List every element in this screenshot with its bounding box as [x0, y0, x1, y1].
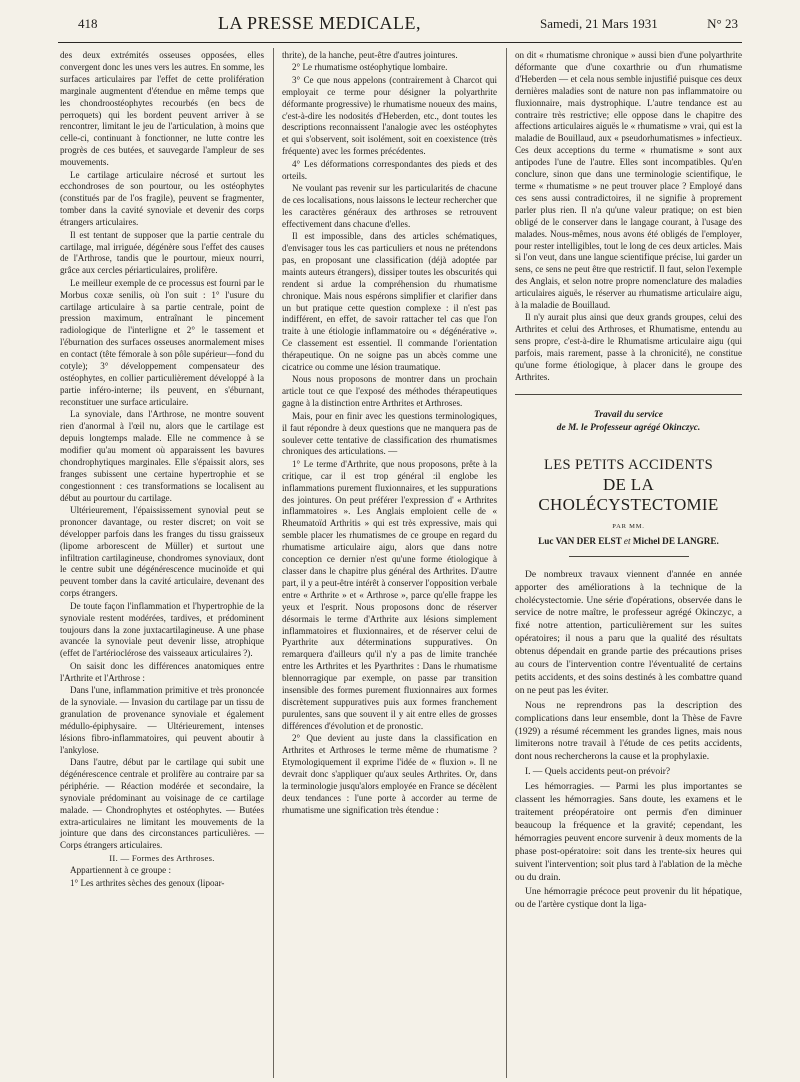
paragraph: Les hémorragies. — Parmi les plus importantes se classent les hémorragies. Sans doute, les examens et le traitement préopératoire ont permis d'en diminuer beaucoup la fréquence et la gravité; cependant, les hémorragies peuvent encore survenir à deux moments de la phase post-opératoire: soit dans les trente-six heures qui suivent l'intervention; soit plus tard à l'ablation de la mèche ou du drain.: [515, 782, 742, 883]
paragraph: De nombreux travaux viennent d'année en année apporter des améliorations à la technique de la cholécystectomie. Une série d'opérations, observée dans le service de notre maître, le professeur agrégé Okinczyc, a fixé notre attention, particulièrement sur les suites opératoires; il nous a paru que la qualité des résultats obtenus dépendait en grande partie des précautions prises au cours de l'intervention contre l'éventualité de certains petits accidents, et des soins destinés à les combattre quand on ne peut pas les éviter.: [515, 569, 742, 696]
paragraph: 2° Que devient au juste dans la classification en Arthrites et Arthroses le terme même de rhumatisme ? Etymologiquement il exprime l'idée de « fluxion ». Il ne devrait donc s'appliquer qu'aux seules Arthrites. Or, dans la terminologie jusqu'alors employée en France se décèlent deux tendances : l'une porte à accorder au terme de rhumatisme une signification très étendue :: [282, 733, 497, 815]
article-heading-rule: [569, 556, 689, 557]
text-column-2: [282, 50, 497, 817]
paragraph: on dit « rhumatisme chronique » aussi bien d'une polyarthrite déformante que d'une coxarthrie ou d'un rhumatisme d'Heberden — et cela nous semble injustifié puisque ces deux dernières maladies sont de nature non pas inflammatoire ou fluxionnaire, mais dystrophique. L'autre tendance est au contraire très restrictive; elle oppose dans le chapitre des affections articulaires aiguës le « rhumatisme » vrai, qui est la maladie de Bouillaud, aux « pseudorhumatismes » infectieux. Ces deux acceptions du terme « rhumatisme » sont aux antipodes l'une de l'autre. Elles sont incompatibles. Qu'en conclure, sinon que dans une terminologie scientifique, le terme « rhumatisme » ne peut trouver place ? Employé dans ces sens aussi contradictoires, il ne signifie à proprement parler plus rien. Il n'a qu'une valeur pratique; on est bien obligé de le conserver dans le langage courant, à l'usage des malades. Nous-mêmes, nous avons été obligés de l'employer, pour rester intelligibles, tout le long de ces deux articles. Mais si l'on veut, dans une langue scientifique précise, lui garder un sens, ce sens ne peut être que restrictif. Il faut, selon l'exemple des Anglais, et selon notre propre nomenclature des maladies articulaires aiguës, le réserver au rhumatisme articulaire aigu, à la maladie de Bouillaud.: [515, 50, 742, 311]
paragraph: Le cartilage articulaire nécrosé et surtout les ecchondroses de son pourtour, ou les ostéophytes (constitués par de l'os fragile), peuvent se fragmenter, tomber dans la cavité synoviale et devenir des corps étrangers articulaires.: [60, 169, 264, 228]
paragraph: Nous nous proposons de montrer dans un prochain article tout ce que l'exposé des méthodes thérapeutiques gagne à la distinction entre Arthrites et Arthroses.: [282, 374, 497, 409]
paragraph: 4° Les déformations correspondantes des pieds et des orteils.: [282, 158, 497, 181]
paragraph: Dans l'une, inflammation primitive et très prononcée de la synoviale. — Invasion du cartilage par un tissu de granulation de provenance synoviale et également médullo-épiphysaire. — Ultérieurement, intenses lésions fibro-inflammatoires, qui peuvent aboutir à l'ankylose.: [60, 685, 264, 755]
paragraph: Nous ne reprendrons pas la description des complications dans leur ensemble, dont la Thèse de Favre (1929) a résumé récemment les grandes lignes, mais nous limiterons notre travail à l'étude de ces petits accidents, dont nous rechercherons la cause et la prophylaxie.: [515, 700, 742, 763]
paragraph: De toute façon l'inflammation et l'hypertrophie de la synoviale restent modérées, tardives, et prédominent toujours dans la zone juxtacartilagineuse. A une phase avancée la synoviale peut devenir lisse, atrophique (effet de l'artérioclérose des vaisseaux articulaires ?).: [60, 600, 264, 659]
column-divider: [506, 48, 507, 1078]
issue-number: N° 23: [707, 16, 738, 31]
issue-date: Samedi, 21 Mars 1931: [540, 16, 658, 31]
authors: [515, 536, 742, 548]
author-conjunction: et: [623, 535, 631, 546]
section-heading: II. — Formes des Arthroses.: [109, 852, 215, 863]
service-line: [515, 409, 742, 435]
paragraph: Ultérieurement, l'épaississement synovial peut se prononcer davantage, ou rester discret; on voit se développer parfois dans les franges du tissu graisseux (lipome arborescent de Müller) et surtout une infiltration cartilagineuse, chondromes synoviaux, dont le centre subit une dégénérescence mucinoïde et qui peuvent tomber dans la cavité articulaire, devenant des corps étrangers.: [60, 504, 264, 599]
service-line-2: de M. le Professeur agrégé Okinczyc.: [556, 422, 701, 433]
paragraph: Appartiennent à ce groupe :: [70, 865, 171, 876]
paragraph: 3° Ce que nous appelons (contrairement à Charcot qui employait ce terme pour désigner la polyarthrite déformante progressive) le rhumatisme noueux des mains, c'est-à-dire les nodosités d'Heberden, etc., dont toutes les descriptions reconnaissent l'analogie avec les ostéophytes et qui s'observent, soit isolément, soit en coexistence (très fréquente) avec les formes précédentes.: [282, 74, 497, 157]
paragraph: Il est impossible, dans des articles schématiques, d'envisager tous les cas particuliers et nous ne prétendons pas, en proposant une classification (déjà adoptée par maints auteurs étrangers), dissiper toutes les obscurités qui rendent si ardue la compréhension du rhumatisme chronique. Mais nous espérons simplifier et clarifier dans un but pratique cette question complexe : il n'est pas indifférent, en effet, de savoir rattacher tel cas que l'on traite à une étiologie inflammatoire ou « dégénérative ». Ce classement est essentiel. Il commande l'orientation thérapeutique. On ne soigne pas un abcès comme une cicatrice ou comme une lésion traumatique.: [282, 231, 497, 373]
article-separator: [515, 394, 742, 395]
paragraph: Mais, pour en finir avec les questions terminologiques, il faut répondre à deux questions que ne manquera pas de soulever cette tentative de classification des rhumatismes chroniques des articulations. —: [282, 410, 497, 457]
header-rule: [58, 42, 742, 43]
author-1: Luc VAN DER ELST: [538, 535, 622, 546]
paragraph: On saisit donc les différences anatomiques entre l'Arthrite et l'Arthrose :: [60, 660, 264, 683]
author-2: Michel DE LANGRE.: [632, 535, 719, 546]
paragraph: Ne voulant pas revenir sur les particularités de chacune de ces localisations, nous laissons le lecteur rechercher que les caractères généraux des arthroses se retrouvent effectivement dans chacune d'elles.: [282, 182, 497, 229]
subheading: I. — Quels accidents peut-on prévoir?: [525, 767, 671, 778]
article-title-line-2: DE LA CHOLÉCYSTECTOMIE: [538, 474, 719, 514]
paragraph: des deux extrémités osseuses opposées, elles convergent donc les unes vers les autres. En somme, les surfaces articulaires par l'effet de cette prolifération marginale augmentent d'étendue en même temps que les chondroostéophytes recourbés (en becs de perroquets) qui les bordent peuvent arriver à se rencontrer, limitant le jeu de l'articulation, à moins que celle-ci, continuant à fonctionner, ne lutte contre les progrès de ces butées, et sauvegarde l'ampleur de ses mouvements.: [60, 50, 264, 168]
service-line-1: Travail du service: [594, 409, 663, 420]
paragraph: Il est tentant de supposer que la partie centrale du cartilage, mal irriguée, dégénère sous l'effet des causes de l'Arthrose, tandis que le pourtour, mieux nourri, grâce aux cercles périarticulaires, prolifère.: [60, 229, 264, 276]
paragraph: 1° Le terme d'Arthrite, que nous proposons, prête à la critique, car il est trop général :il englobe les inflammations purement fluxionnaires, et les suppurations des jointures. On peut préférer l'expression d' « Arthrites inflammatoires ». Les Anglais emploient celle de « Rheumatoïd Arthritis » qui est très expressive, mais qui semble placer les rhumatismes de ce groupe en regard du rhumatisme articulaire aigu, alors que dans notre conception ce dernier n'est qu'une forme étiologique à classer dans le chapitre plus général des Arthrites. D'autre part, il y a peut-être intérêt à conserver l'opposition verbale entre « Arthrite » et « Arthrose », parce qu'elle frappe les yeux et l'esprit. Nous proposons donc de réserver désormais le terme d'Arthrite aux lésions simplement inflammatoires et fluxionnaires, et de réserver celui de Pyarthrite aux déterminations suppuratives. On remarquera d'ailleurs qu'il n'y a pas de limite tranchée entre les Arthrites et les Pyarthrites : Dans le rhumatisme blennorragique par exemple, on passe par transition insensible des formes purement fluxionnaires aux formes discrètement suppuratives puis aux formes franchement purulentes, sans que souvent il y ait entre elles de grosses différences d'évolution et de pronostic.: [282, 458, 497, 731]
paragraph: 2° Le rhumatisme ostéophytique lombaire.: [292, 62, 448, 73]
article-title-line-1: LES PETITS ACCIDENTS: [543, 456, 714, 473]
journal-title: LA PRESSE MEDICALE,: [218, 13, 422, 33]
paragraph: Dans l'autre, début par le cartilage qui subit une dégénérescence centrale et prolifère au contraire par sa périphérie. — Réaction modérée et secondaire, la synoviale prédominant au voisinage de ce cartilage malade. — Chondrophytes et ostéophytes. — Butées extra-articulaires ne limitant les mouvements de la jointure que dans des circonstances particulières. — Corps étrangers articulaires.: [60, 756, 264, 851]
paragraph: Le meilleur exemple de ce processus est fourni par le Morbus coxæ senilis, où l'on suit : 1° l'usure du cartilage articulaire à sa partie centrale, point de pression maximum, entraînant le pincement radiologique de l'interligne et 2° le tassement et l'éburnation des surfaces osseuses anormalement mises en contact (tête fémorale à son pôle supérieur—fond du cotyle); 3° développement compensateur des ostéophytes, en collier particulièrement développé à la partie inféro-interne; ils peuvent, en s'éburnant, reconstituer une surface articulaire.: [60, 277, 264, 407]
paragraph: Il n'y aurait plus ainsi que deux grands groupes, celui des Arthrites et celui des Arthroses, et Rhumatisme, entendu au sens propre, c'est-à-dire le Rhumatisme articulaire aigu (qui parfois, mais rarement, passe à la chronicité), ne constitue qu'une forme étiologique, à placer dans le groupe des Arthrites.: [515, 312, 742, 382]
paragraph: 1° Les arthrites sèches des genoux (lipoar-: [70, 877, 225, 888]
paragraph: Une hémorragie précoce peut provenir du lit hépatique, ou de l'artère cystique dont la liga-: [515, 887, 742, 911]
page-number: 418: [78, 16, 98, 31]
text-column-3: [515, 50, 742, 914]
byline-par: PAR MM.: [612, 522, 645, 530]
article-heading: [515, 409, 742, 557]
article-body: [515, 569, 742, 913]
page-header: [78, 13, 738, 38]
text-column-1: [60, 50, 264, 890]
column-divider: [273, 48, 274, 1078]
paragraph: La synoviale, dans l'Arthrose, ne montre souvent rien d'anormal à l'œil nu, alors que le cartilage est depuis longtemps malade. Elle ne commence à se modifier qu'au moment où apparaissent les bavures chondrophytiques marginales. Elle s'épaissit alors, ses franges subissent une certaine hypertrophie et se congestionnent : ces transformations se localisent au début au pourtour du cartilage.: [60, 409, 264, 503]
paragraph: thrite), de la hanche, peut-être d'autres jointures.: [282, 50, 458, 60]
